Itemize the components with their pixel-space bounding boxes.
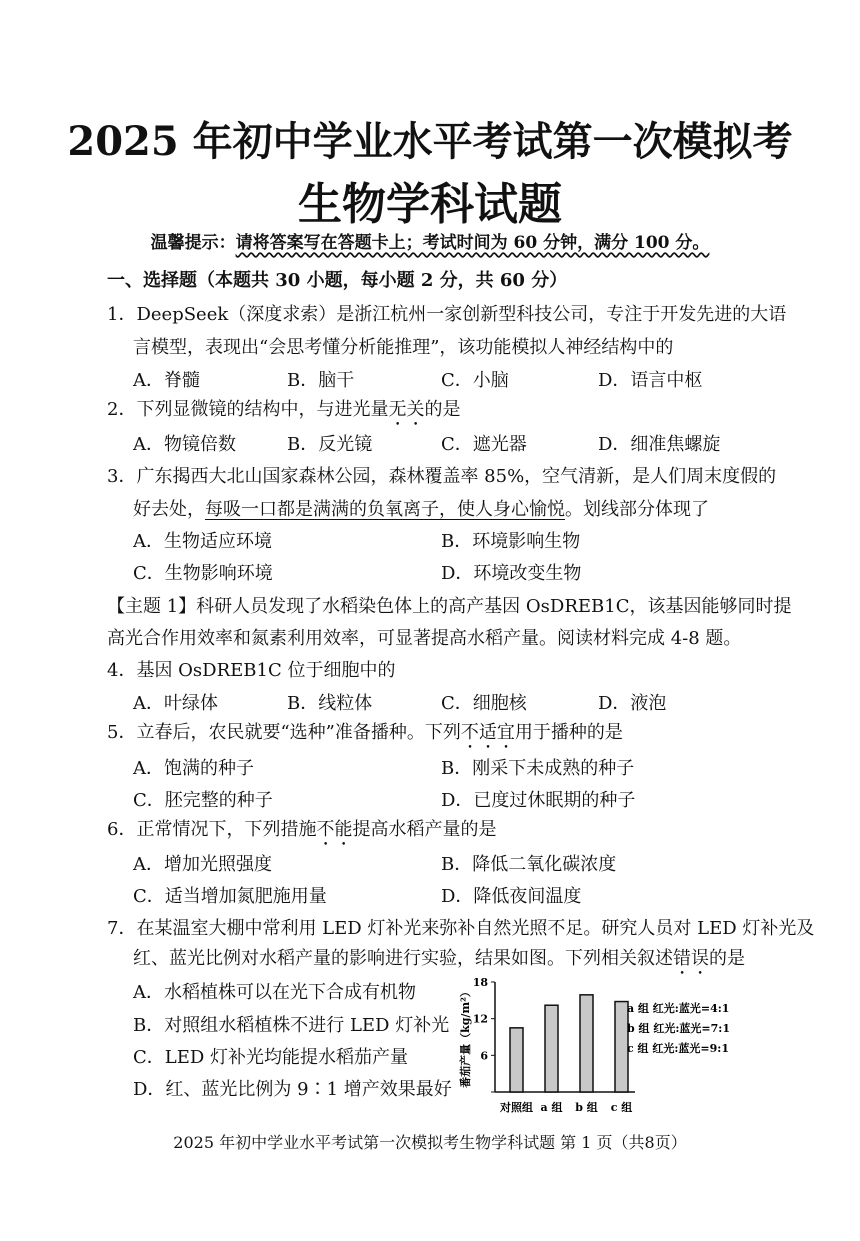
- y-tick-label: 18: [472, 976, 488, 989]
- q3-option-c: C．生物影响环境: [133, 563, 273, 584]
- q6-option-b: B．降低二氧化碳浓度: [441, 854, 617, 875]
- subject-title: 生物学科试题: [298, 179, 562, 230]
- q2-option-c: C．遮光器: [441, 434, 527, 455]
- x-tick-label: c 组: [610, 1101, 633, 1114]
- q3-option-a: A．生物适应环境: [133, 531, 272, 552]
- legend-entry: a 组 红光:蓝光=4:1: [627, 1002, 730, 1015]
- q2-stem-post: 的是: [424, 399, 461, 420]
- q7-line2-pre: 红、蓝光比例对水稻产量的影响进行实验，结果如图。下列相关叙述: [133, 948, 673, 969]
- page-footer: 2025 年初中学业水平考试第一次模拟考生物学科试题 第 1 页（共8页）: [173, 1133, 687, 1152]
- q2-stem: [107, 395, 460, 430]
- q7-option-c: C．LED 灯补光均能提水稻茄产量: [133, 1047, 409, 1068]
- q5-option-b: B．刚采下未成熟的种子: [441, 758, 635, 779]
- theme1-line1: 【主题 1】科研人员发现了水稻染色体上的高产基因 OsDREB1C，该基因能够同时提: [107, 596, 792, 617]
- yield-bar-chart: [455, 968, 760, 1120]
- bar: [545, 1005, 558, 1092]
- x-tick-label: a 组: [540, 1101, 563, 1114]
- q4-option-b: B．线粒体: [287, 693, 373, 714]
- q3-underlined-text: 每吸一口都是满满的负氧离子，使人身心愉悦: [205, 499, 565, 520]
- q2-stem-emphasis: 无关: [388, 399, 425, 420]
- y-tick-label: 12: [472, 1012, 488, 1026]
- q2-option-a: A．物镜倍数: [133, 434, 236, 455]
- q6-option-d: D．降低夜间温度: [441, 886, 582, 907]
- q2-option-d: D．细准焦螺旋: [598, 434, 721, 455]
- q6-stem-emphasis: 不能: [316, 819, 353, 840]
- q3-stem-line1: 3．广东揭西大北山国家森林公园，森林覆盖率 85%，空气清新，是人们周末度假的: [107, 466, 777, 487]
- q1-stem-line1: 1．DeepSeek（深度求索）是浙江杭州一家创新型科技公司，专注于开发先进的大语: [107, 304, 787, 325]
- q4-option-c: C．细胞核: [441, 693, 527, 714]
- x-tick-label: 对照组: [500, 1101, 533, 1114]
- exam-title: 2025 年初中学业水平考试第一次模拟考: [67, 118, 793, 165]
- tip-label: 温馨提示：: [150, 233, 236, 253]
- section-heading: 一、选择题（本题共 30 小题，每小题 2 分，共 60 分）: [107, 270, 568, 291]
- q6-stem-post: 提高水稻产量的是: [352, 819, 497, 840]
- q2-stem-pre: 2．下列显微镜的结构中，与进光量: [107, 399, 389, 420]
- q7-option-d: D．红、蓝光比例为 9∶1 增产效果最好: [133, 1079, 452, 1100]
- q5-option-a: A．饱满的种子: [133, 758, 254, 779]
- q1-option-c: C．小脑: [441, 370, 509, 391]
- q7-option-b: B．对照组水稻植株不进行 LED 灯补光: [133, 1015, 450, 1036]
- q6-option-a: A．增加光照强度: [133, 854, 272, 875]
- q1-stem-line2: 言模型，表现出“会思考懂分析能推理”，该功能模拟人神经结构中的: [133, 337, 674, 358]
- y-axis-label: 番茄产量（kg/m²）: [459, 986, 472, 1088]
- q4-stem: 4．基因 OsDREB1C 位于细胞中的: [107, 660, 396, 681]
- q7-line2-post: 的是: [709, 948, 745, 969]
- q7-stem-emphasis: 错误: [673, 948, 709, 969]
- q3-line2-pre: 好去处，: [133, 499, 205, 520]
- q3-line2-post: 。划线部分体现了: [565, 499, 709, 520]
- x-tick-label: b 组: [575, 1101, 598, 1114]
- q6-option-c: C．适当增加氮肥施用量: [133, 886, 327, 907]
- q1-option-d: D．语言中枢: [598, 370, 703, 391]
- tip-text: 请将答案写在答题卡上；考试时间为 60 分钟，满分 100 分。: [235, 233, 710, 253]
- q7-stem-line1: 7．在某温室大棚中常利用 LED 灯补光来弥补自然光照不足。研究人员对 LED 灯补光及: [107, 918, 815, 939]
- q3-option-d: D．环境改变生物: [441, 563, 582, 584]
- warm-tip: [0, 228, 860, 253]
- q2-option-b: B．反光镜: [287, 434, 373, 455]
- q5-stem-pre: 5．立春后，农民就要“选种”准备播种。下列: [107, 722, 461, 743]
- theme1-line2: 高光合作用效率和氮素利用效率，可显著提高水稻产量。阅读材料完成 4-8 题。: [107, 628, 742, 649]
- q6-stem-pre: 6．正常情况下，下列措施: [107, 819, 317, 840]
- q6-stem: [107, 815, 496, 850]
- q3-option-b: B．环境影响生物: [441, 531, 581, 552]
- legend-entry: b 组 红光:蓝光=7:1: [627, 1022, 730, 1035]
- q5-stem-emphasis: 不适宜: [460, 722, 515, 743]
- q5-stem-post: 用于播种的是: [514, 722, 623, 743]
- q3-stem-line2: [133, 495, 709, 521]
- legend-entry: c 组 红光:蓝光=9:1: [627, 1042, 730, 1055]
- q1-option-a: A．脊髓: [133, 370, 200, 391]
- q1-option-b: B．脑干: [287, 370, 355, 391]
- q5-stem: [107, 718, 623, 753]
- q4-option-d: D．液泡: [598, 693, 667, 714]
- q5-option-c: C．胚完整的种子: [133, 790, 273, 811]
- bar: [510, 1028, 523, 1092]
- q4-option-a: A．叶绿体: [133, 693, 218, 714]
- y-tick-label: 6: [480, 1049, 488, 1063]
- bar: [580, 995, 593, 1092]
- q5-option-d: D．已度过休眠期的种子: [441, 790, 636, 811]
- q7-option-a: A．水稻植株可以在光下合成有机物: [133, 982, 416, 1003]
